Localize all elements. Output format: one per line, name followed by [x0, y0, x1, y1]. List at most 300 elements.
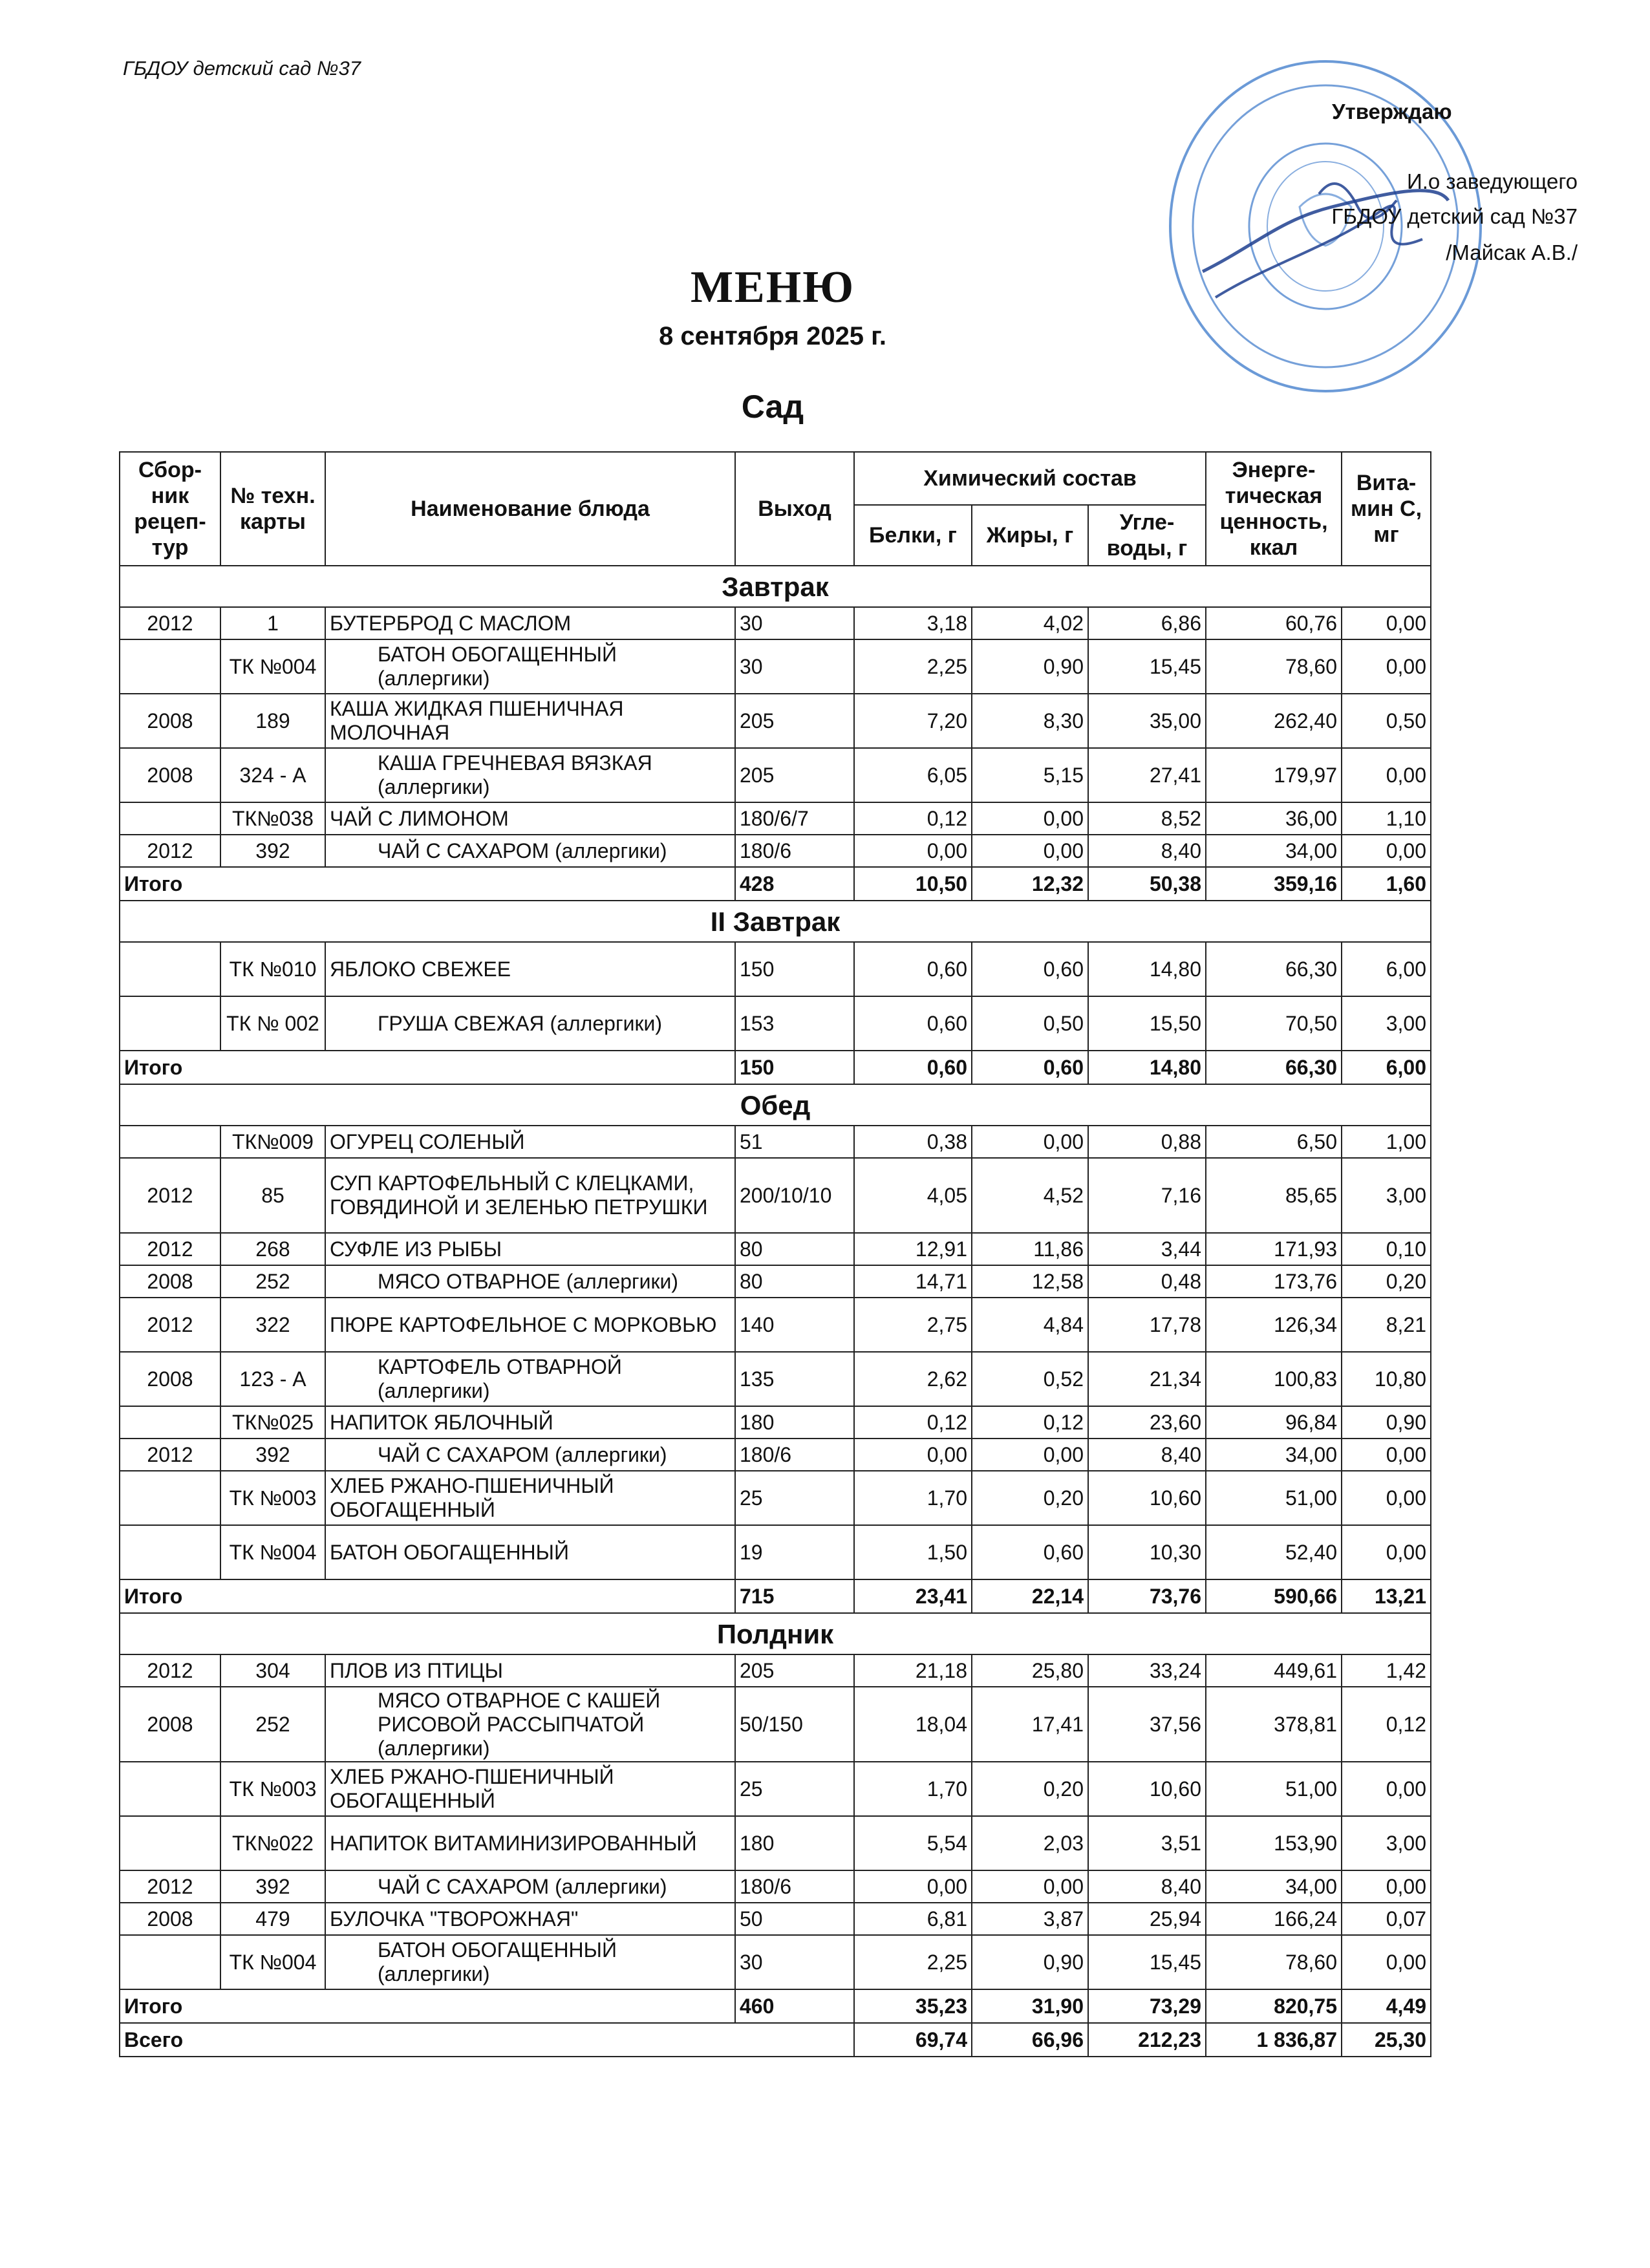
total-proteins-cell: 35,23: [854, 1989, 972, 2023]
proteins-cell: 2,25: [854, 639, 972, 694]
yield-cell: 180/6: [735, 1439, 854, 1471]
proteins-cell: 3,18: [854, 607, 972, 639]
header-energy: Энерге-тическая ценность, ккал: [1206, 452, 1342, 566]
proteins-cell: 0,12: [854, 802, 972, 835]
section-title: Завтрак: [120, 566, 1431, 607]
vitamin-c-cell: 0,90: [1342, 1406, 1431, 1439]
energy-cell: 34,00: [1206, 1870, 1342, 1903]
fats-cell: 8,30: [972, 694, 1088, 748]
proteins-cell: 0,00: [854, 1870, 972, 1903]
tech-card-cell: 1: [220, 607, 325, 639]
proteins-cell: 18,04: [854, 1687, 972, 1762]
yield-cell: 25: [735, 1762, 854, 1816]
dish-name-cell: БУЛОЧКА "ТВОРОЖНАЯ": [325, 1903, 735, 1935]
tech-card-cell: ТК№022: [220, 1816, 325, 1870]
vitamin-c-cell: 1,10: [1342, 802, 1431, 835]
total-yield-cell: 460: [735, 1989, 854, 2023]
energy-cell: 153,90: [1206, 1816, 1342, 1870]
fats-cell: 0,60: [972, 1525, 1088, 1579]
recipe-collection-cell: 2008: [120, 748, 220, 802]
energy-cell: 34,00: [1206, 835, 1342, 867]
table-row: [120, 1654, 1431, 1687]
vitamin-c-cell: 0,50: [1342, 694, 1431, 748]
vitamin-c-cell: 0,00: [1342, 748, 1431, 802]
vitamin-c-cell: 6,00: [1342, 942, 1431, 996]
yield-cell: 135: [735, 1352, 854, 1406]
tech-card-cell: 322: [220, 1298, 325, 1352]
header-recipe-collection: Сбор-ник рецеп-тур: [120, 452, 220, 566]
vitamin-c-cell: 0,00: [1342, 639, 1431, 694]
energy-cell: 60,76: [1206, 607, 1342, 639]
total-label: Итого: [120, 1579, 735, 1613]
carbs-cell: 37,56: [1088, 1687, 1206, 1762]
carbs-cell: 8,40: [1088, 1439, 1206, 1471]
table-row: [120, 802, 1431, 835]
menu-table-body: [120, 566, 1431, 2057]
yield-cell: 30: [735, 607, 854, 639]
organization-name: ГБДОУ детский сад №37: [123, 57, 361, 80]
dish-name-cell: ОГУРЕЦ СОЛЕНЫЙ: [325, 1126, 735, 1158]
total-energy-cell: 590,66: [1206, 1579, 1342, 1613]
carbs-cell: 10,60: [1088, 1471, 1206, 1525]
tech-card-cell: ТК№025: [220, 1406, 325, 1439]
recipe-collection-cell: 2012: [120, 1870, 220, 1903]
fats-cell: 4,02: [972, 607, 1088, 639]
energy-cell: 6,50: [1206, 1126, 1342, 1158]
tech-card-cell: ТК № 002: [220, 996, 325, 1051]
tech-card-cell: 324 - А: [220, 748, 325, 802]
dish-name-cell: БАТОН ОБОГАЩЕННЫЙ (аллергики): [325, 1935, 735, 1989]
proteins-cell: 7,20: [854, 694, 972, 748]
section-header-row: [120, 1084, 1431, 1126]
vitamin-c-cell: 3,00: [1342, 1158, 1431, 1233]
recipe-collection-cell: 2012: [120, 1298, 220, 1352]
fats-cell: 0,00: [972, 802, 1088, 835]
carbs-cell: 10,60: [1088, 1762, 1206, 1816]
document-date: 8 сентября 2025 г.: [659, 322, 886, 350]
header-yield: Выход: [735, 452, 854, 566]
carbs-cell: 3,44: [1088, 1233, 1206, 1265]
fats-cell: 0,52: [972, 1352, 1088, 1406]
energy-cell: 85,65: [1206, 1158, 1342, 1233]
proteins-cell: 21,18: [854, 1654, 972, 1687]
total-fats-cell: 12,32: [972, 867, 1088, 901]
proteins-cell: 0,60: [854, 996, 972, 1051]
fats-cell: 5,15: [972, 748, 1088, 802]
total-carbs-cell: 73,76: [1088, 1579, 1206, 1613]
menu-table: [119, 451, 1431, 2057]
carbs-cell: 17,78: [1088, 1298, 1206, 1352]
table-row: [120, 1687, 1431, 1762]
yield-cell: 200/10/10: [735, 1158, 854, 1233]
fats-cell: 4,52: [972, 1158, 1088, 1233]
tech-card-cell: 392: [220, 1439, 325, 1471]
energy-cell: 173,76: [1206, 1265, 1342, 1298]
energy-cell: 449,61: [1206, 1654, 1342, 1687]
table-row: [120, 1935, 1431, 1989]
dish-name-cell: ЧАЙ С САХАРОМ (аллергики): [325, 1439, 735, 1471]
dish-name-cell: ПЛОВ ИЗ ПТИЦЫ: [325, 1654, 735, 1687]
carbs-cell: 33,24: [1088, 1654, 1206, 1687]
table-row: [120, 639, 1431, 694]
fats-cell: 17,41: [972, 1687, 1088, 1762]
vitamin-c-cell: 0,00: [1342, 835, 1431, 867]
carbs-cell: 8,40: [1088, 835, 1206, 867]
fats-cell: 0,20: [972, 1762, 1088, 1816]
table-row: [120, 1158, 1431, 1233]
table-row: [120, 1903, 1431, 1935]
dish-name-cell: КАРТОФЕЛЬ ОТВАРНОЙ (аллергики): [325, 1352, 735, 1406]
recipe-collection-cell: 2012: [120, 1233, 220, 1265]
energy-cell: 171,93: [1206, 1233, 1342, 1265]
total-vitamin-c-cell: 13,21: [1342, 1579, 1431, 1613]
total-energy-cell: 66,30: [1206, 1051, 1342, 1084]
vitamin-c-cell: 0,00: [1342, 1762, 1431, 1816]
dish-name-cell: ХЛЕБ РЖАНО-ПШЕНИЧНЫЙ ОБОГАЩЕННЫЙ: [325, 1762, 735, 1816]
energy-cell: 100,83: [1206, 1352, 1342, 1406]
fats-cell: 4,84: [972, 1298, 1088, 1352]
section-header-row: [120, 566, 1431, 607]
yield-cell: 180/6/7: [735, 802, 854, 835]
table-row: [120, 1471, 1431, 1525]
yield-cell: 205: [735, 694, 854, 748]
yield-cell: 205: [735, 748, 854, 802]
section-total-row: [120, 1989, 1431, 2023]
energy-cell: 166,24: [1206, 1903, 1342, 1935]
dish-name-cell: БАТОН ОБОГАЩЕННЫЙ (аллергики): [325, 639, 735, 694]
vitamin-c-cell: 10,80: [1342, 1352, 1431, 1406]
dish-name-cell: МЯСО ОТВАРНОЕ (аллергики): [325, 1265, 735, 1298]
dish-name-cell: СУП КАРТОФЕЛЬНЫЙ С КЛЕЦКАМИ, ГОВЯДИНОЙ И ЗЕЛЕНЬЮ ПЕТРУШКИ: [325, 1158, 735, 1233]
carbs-cell: 14,80: [1088, 942, 1206, 996]
fats-cell: 25,80: [972, 1654, 1088, 1687]
proteins-cell: 5,54: [854, 1816, 972, 1870]
proteins-cell: 0,38: [854, 1126, 972, 1158]
total-vitamin-c-cell: 1,60: [1342, 867, 1431, 901]
header-dish-name: Наименование блюда: [325, 452, 735, 566]
vitamin-c-cell: 3,00: [1342, 1816, 1431, 1870]
proteins-cell: 1,50: [854, 1525, 972, 1579]
recipe-collection-cell: [120, 639, 220, 694]
dish-name-cell: НАПИТОК ВИТАМИНИЗИРОВАННЫЙ: [325, 1816, 735, 1870]
energy-cell: 70,50: [1206, 996, 1342, 1051]
fats-cell: 0,00: [972, 835, 1088, 867]
vitamin-c-cell: 0,00: [1342, 1870, 1431, 1903]
section-total-row: [120, 1579, 1431, 1613]
total-proteins-cell: 23,41: [854, 1579, 972, 1613]
energy-cell: 378,81: [1206, 1687, 1342, 1762]
tech-card-cell: ТК №010: [220, 942, 325, 996]
carbs-cell: 0,88: [1088, 1126, 1206, 1158]
fats-cell: 0,90: [972, 639, 1088, 694]
dish-name-cell: ЧАЙ С ЛИМОНОМ: [325, 802, 735, 835]
carbs-cell: 3,51: [1088, 1816, 1206, 1870]
energy-cell: 34,00: [1206, 1439, 1342, 1471]
table-row: [120, 1870, 1431, 1903]
yield-cell: 140: [735, 1298, 854, 1352]
total-yield-cell: 715: [735, 1579, 854, 1613]
energy-cell: 179,97: [1206, 748, 1342, 802]
recipe-collection-cell: 2008: [120, 1265, 220, 1298]
yield-cell: 180: [735, 1816, 854, 1870]
table-row: [120, 1406, 1431, 1439]
recipe-collection-cell: [120, 996, 220, 1051]
energy-cell: 52,40: [1206, 1525, 1342, 1579]
fats-cell: 12,58: [972, 1265, 1088, 1298]
fats-cell: 0,50: [972, 996, 1088, 1051]
total-yield-cell: 150: [735, 1051, 854, 1084]
total-fats-cell: 0,60: [972, 1051, 1088, 1084]
carbs-cell: 8,40: [1088, 1870, 1206, 1903]
header-tech-card: № техн. карты: [220, 452, 325, 566]
header-proteins: Белки, г: [854, 505, 972, 566]
fats-cell: 0,90: [972, 1935, 1088, 1989]
table-row: [120, 1762, 1431, 1816]
table-row: [120, 1126, 1431, 1158]
header-vitamin-c: Вита-мин С, мг: [1342, 452, 1431, 566]
total-vitamin-c-cell: 6,00: [1342, 1051, 1431, 1084]
recipe-collection-cell: [120, 1126, 220, 1158]
table-row: [120, 748, 1431, 802]
tech-card-cell: 392: [220, 835, 325, 867]
energy-cell: 78,60: [1206, 1935, 1342, 1989]
table-row: [120, 835, 1431, 867]
section-header-row: [120, 901, 1431, 942]
proteins-cell: 2,62: [854, 1352, 972, 1406]
proteins-cell: 2,75: [854, 1298, 972, 1352]
proteins-cell: 4,05: [854, 1158, 972, 1233]
recipe-collection-cell: [120, 802, 220, 835]
approval-heading: Утверждаю: [1332, 100, 1452, 123]
carbs-cell: 25,94: [1088, 1903, 1206, 1935]
recipe-collection-cell: 2012: [120, 1158, 220, 1233]
recipe-collection-cell: [120, 1471, 220, 1525]
dish-name-cell: ЯБЛОКО СВЕЖЕЕ: [325, 942, 735, 996]
header-fats: Жиры, г: [972, 505, 1088, 566]
yield-cell: 19: [735, 1525, 854, 1579]
fats-cell: 0,12: [972, 1406, 1088, 1439]
section-title: Полдник: [120, 1613, 1431, 1654]
fats-cell: 2,03: [972, 1816, 1088, 1870]
carbs-cell: 15,50: [1088, 996, 1206, 1051]
recipe-collection-cell: 2012: [120, 607, 220, 639]
recipe-collection-cell: [120, 1406, 220, 1439]
proteins-cell: 0,12: [854, 1406, 972, 1439]
vitamin-c-cell: 0,00: [1342, 1471, 1431, 1525]
total-proteins-cell: 0,60: [854, 1051, 972, 1084]
table-row: [120, 942, 1431, 996]
grand-total-c7-cell: 212,23: [1088, 2023, 1206, 2057]
energy-cell: 262,40: [1206, 694, 1342, 748]
dish-name-cell: МЯСО ОТВАРНОЕ С КАШЕЙ РИСОВОЙ РАССЫПЧАТОЙ (аллергики): [325, 1687, 735, 1762]
section-title: Обед: [120, 1084, 1431, 1126]
section-total-row: [120, 1051, 1431, 1084]
tech-card-cell: 304: [220, 1654, 325, 1687]
proteins-cell: 0,60: [854, 942, 972, 996]
total-proteins-cell: 10,50: [854, 867, 972, 901]
table-row: [120, 1265, 1431, 1298]
recipe-collection-cell: 2012: [120, 1439, 220, 1471]
dish-name-cell: ЧАЙ С САХАРОМ (аллергики): [325, 1870, 735, 1903]
document-title: МЕНЮ: [690, 262, 855, 312]
fats-cell: 0,00: [972, 1126, 1088, 1158]
table-row: [120, 1233, 1431, 1265]
dish-name-cell: НАПИТОК ЯБЛОЧНЫЙ: [325, 1406, 735, 1439]
vitamin-c-cell: 8,21: [1342, 1298, 1431, 1352]
energy-cell: 66,30: [1206, 942, 1342, 996]
grand-total-c8-cell: 1 836,87: [1206, 2023, 1342, 2057]
carbs-cell: 15,45: [1088, 639, 1206, 694]
recipe-collection-cell: [120, 1935, 220, 1989]
vitamin-c-cell: 0,10: [1342, 1233, 1431, 1265]
fats-cell: 0,60: [972, 942, 1088, 996]
recipe-collection-cell: 2012: [120, 835, 220, 867]
yield-cell: 50/150: [735, 1687, 854, 1762]
energy-cell: 96,84: [1206, 1406, 1342, 1439]
dish-name-cell: ПЮРЕ КАРТОФЕЛЬНОЕ С МОРКОВЬЮ: [325, 1298, 735, 1352]
grand-total-row: [120, 2023, 1431, 2057]
tech-card-cell: ТК №004: [220, 639, 325, 694]
recipe-collection-cell: [120, 1525, 220, 1579]
fats-cell: 11,86: [972, 1233, 1088, 1265]
total-energy-cell: 359,16: [1206, 867, 1342, 901]
total-carbs-cell: 14,80: [1088, 1051, 1206, 1084]
total-label: Итого: [120, 1051, 735, 1084]
recipe-collection-cell: [120, 1816, 220, 1870]
tech-card-cell: ТК№009: [220, 1126, 325, 1158]
vitamin-c-cell: 0,20: [1342, 1265, 1431, 1298]
dish-name-cell: БАТОН ОБОГАЩЕННЫЙ: [325, 1525, 735, 1579]
carbs-cell: 0,48: [1088, 1265, 1206, 1298]
yield-cell: 180: [735, 1406, 854, 1439]
energy-cell: 78,60: [1206, 639, 1342, 694]
carbs-cell: 10,30: [1088, 1525, 1206, 1579]
vitamin-c-cell: 0,07: [1342, 1903, 1431, 1935]
yield-cell: 80: [735, 1265, 854, 1298]
recipe-collection-cell: 2012: [120, 1654, 220, 1687]
fats-cell: 0,20: [972, 1471, 1088, 1525]
recipe-collection-cell: 2008: [120, 1687, 220, 1762]
yield-cell: 180/6: [735, 1870, 854, 1903]
approval-organization: ГБДОУ детский сад №37: [1331, 204, 1578, 228]
vitamin-c-cell: 1,00: [1342, 1126, 1431, 1158]
energy-cell: 51,00: [1206, 1471, 1342, 1525]
tech-card-cell: 392: [220, 1870, 325, 1903]
vitamin-c-cell: 0,00: [1342, 1935, 1431, 1989]
proteins-cell: 1,70: [854, 1762, 972, 1816]
total-energy-cell: 820,75: [1206, 1989, 1342, 2023]
carbs-cell: 15,45: [1088, 1935, 1206, 1989]
total-yield-cell: 428: [735, 867, 854, 901]
table-row: [120, 996, 1431, 1051]
dish-name-cell: ГРУША СВЕЖАЯ (аллергики): [325, 996, 735, 1051]
tech-card-cell: ТК №004: [220, 1525, 325, 1579]
grand-total-label: Всего: [120, 2023, 854, 2057]
vitamin-c-cell: 0,00: [1342, 607, 1431, 639]
yield-cell: 51: [735, 1126, 854, 1158]
vitamin-c-cell: 0,00: [1342, 1525, 1431, 1579]
fats-cell: 0,00: [972, 1870, 1088, 1903]
yield-cell: 153: [735, 996, 854, 1051]
total-label: Итого: [120, 1989, 735, 2023]
tech-card-cell: 479: [220, 1903, 325, 1935]
dish-name-cell: ЧАЙ С САХАРОМ (аллергики): [325, 835, 735, 867]
carbs-cell: 8,52: [1088, 802, 1206, 835]
approval-position: И.о заведующего: [1407, 169, 1578, 193]
table-row: [120, 694, 1431, 748]
header-chemical-composition: Химический состав: [854, 452, 1206, 505]
yield-cell: 30: [735, 639, 854, 694]
proteins-cell: 2,25: [854, 1935, 972, 1989]
total-vitamin-c-cell: 4,49: [1342, 1989, 1431, 2023]
tech-card-cell: ТК №004: [220, 1935, 325, 1989]
fats-cell: 3,87: [972, 1903, 1088, 1935]
proteins-cell: 0,00: [854, 1439, 972, 1471]
tech-card-cell: 252: [220, 1265, 325, 1298]
vitamin-c-cell: 0,00: [1342, 1439, 1431, 1471]
dish-name-cell: КАША ЖИДКАЯ ПШЕНИЧНАЯ МОЛОЧНАЯ: [325, 694, 735, 748]
recipe-collection-cell: 2008: [120, 1903, 220, 1935]
carbs-cell: 27,41: [1088, 748, 1206, 802]
proteins-cell: 14,71: [854, 1265, 972, 1298]
dish-name-cell: СУФЛЕ ИЗ РЫБЫ: [325, 1233, 735, 1265]
yield-cell: 80: [735, 1233, 854, 1265]
table-row: [120, 1816, 1431, 1870]
total-fats-cell: 31,90: [972, 1989, 1088, 2023]
tech-card-cell: ТК№038: [220, 802, 325, 835]
tech-card-cell: 189: [220, 694, 325, 748]
vitamin-c-cell: 0,12: [1342, 1687, 1431, 1762]
total-carbs-cell: 73,29: [1088, 1989, 1206, 2023]
proteins-cell: 1,70: [854, 1471, 972, 1525]
carbs-cell: 7,16: [1088, 1158, 1206, 1233]
total-carbs-cell: 50,38: [1088, 867, 1206, 901]
proteins-cell: 0,00: [854, 835, 972, 867]
dish-name-cell: КАША ГРЕЧНЕВАЯ ВЯЗКАЯ (аллергики): [325, 748, 735, 802]
table-row: [120, 1525, 1431, 1579]
header-carbs: Угле-воды, г: [1088, 505, 1206, 566]
table-row: [120, 1298, 1431, 1352]
vitamin-c-cell: 3,00: [1342, 996, 1431, 1051]
carbs-cell: 23,60: [1088, 1406, 1206, 1439]
table-row: [120, 1352, 1431, 1406]
energy-cell: 51,00: [1206, 1762, 1342, 1816]
yield-cell: 180/6: [735, 835, 854, 867]
document-subtitle: Сад: [741, 389, 804, 425]
tech-card-cell: ТК №003: [220, 1471, 325, 1525]
dish-name-cell: БУТЕРБРОД С МАСЛОМ: [325, 607, 735, 639]
grand-total-c9-cell: 25,30: [1342, 2023, 1431, 2057]
recipe-collection-cell: [120, 942, 220, 996]
grand-total-c6-cell: 66,96: [972, 2023, 1088, 2057]
proteins-cell: 6,81: [854, 1903, 972, 1935]
tech-card-cell: 252: [220, 1687, 325, 1762]
yield-cell: 25: [735, 1471, 854, 1525]
carbs-cell: 35,00: [1088, 694, 1206, 748]
energy-cell: 36,00: [1206, 802, 1342, 835]
yield-cell: 50: [735, 1903, 854, 1935]
yield-cell: 30: [735, 1935, 854, 1989]
tech-card-cell: 123 - А: [220, 1352, 325, 1406]
table-row: [120, 1439, 1431, 1471]
section-total-row: [120, 867, 1431, 901]
tech-card-cell: 85: [220, 1158, 325, 1233]
tech-card-cell: ТК №003: [220, 1762, 325, 1816]
proteins-cell: 6,05: [854, 748, 972, 802]
fats-cell: 0,00: [972, 1439, 1088, 1471]
recipe-collection-cell: 2008: [120, 694, 220, 748]
total-fats-cell: 22,14: [972, 1579, 1088, 1613]
